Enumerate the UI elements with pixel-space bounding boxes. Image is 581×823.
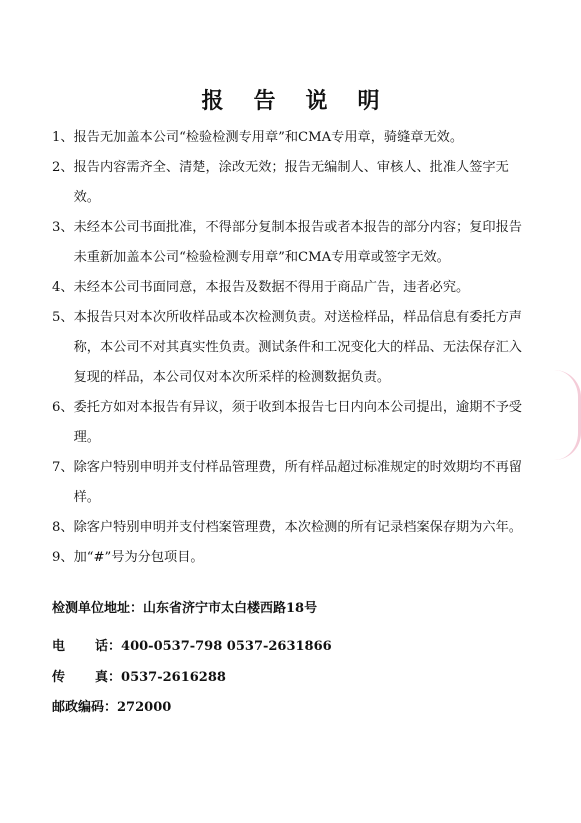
list-item [52, 123, 532, 153]
notes-list [52, 123, 532, 573]
zip-value: 272000 [117, 700, 172, 715]
list-item [52, 213, 532, 273]
item-number: 9、 [52, 550, 74, 565]
address-value: 山东省济宁市太白楼西路18号 [143, 601, 318, 616]
list-item [52, 303, 532, 393]
item-number: 5、 [52, 310, 74, 325]
item-text: 除客户特别申明并支付档案管理费，本次检测的所有记录档案保存期为六年。 [73, 520, 522, 535]
seal-stamp-edge [554, 370, 581, 460]
item-text: 报告内容需齐全、清楚，涂改无效；报告无编制人、审核人、批准人签字无效。 [73, 160, 509, 205]
fax-value: 0537-2616288 [121, 670, 226, 685]
item-number: 4、 [52, 280, 74, 295]
fax-line [52, 666, 532, 685]
item-text: 加“#”号为分包项目。 [73, 550, 204, 565]
phone-line [52, 635, 532, 654]
phone-label-b: 话： [95, 639, 122, 654]
item-text: 本报告只对本次所收样品或本次检测负责。对送检样品，样品信息有委托方声称，本公司不对其真实性负责。测试条件和工况变化大的样品、无法保存汇入复现的样品，本公司仅对本次所采样的检测数据负责。 [73, 310, 522, 385]
zip-line [52, 696, 532, 715]
item-number: 8、 [52, 520, 74, 535]
fax-label-a: 传 [52, 670, 66, 685]
page-title: 报告说明 [201, 88, 410, 114]
item-number: 6、 [52, 400, 74, 415]
item-text: 除客户特别申明并支付样品管理费，所有样品超过标准规定的时效期均不再留样。 [73, 460, 522, 505]
item-number: 2、 [52, 160, 74, 175]
list-item [52, 513, 532, 543]
phone-value: 400-0537-798 0537-2631866 [121, 639, 332, 654]
item-number: 7、 [52, 460, 74, 475]
address-line [52, 597, 532, 616]
item-text: 未经本公司书面批准，不得部分复制本报告或者本报告的部分内容；复印报告未重新加盖本公司“检验检测专用章”和CMA专用章或签字无效。 [73, 220, 522, 265]
item-number: 1、 [52, 130, 74, 145]
list-item [52, 393, 532, 453]
item-text: 未经本公司书面同意，本报告及数据不得用于商品广告，违者必究。 [73, 280, 470, 295]
address-label: 检测单位地址： [52, 601, 144, 616]
phone-label-a: 电 [52, 639, 66, 654]
item-number: 3、 [52, 220, 74, 235]
item-text: 委托方如对本报告有异议，须于收到本报告七日内向本公司提出，逾期不予受理。 [73, 400, 522, 445]
list-item [52, 453, 532, 513]
list-item [52, 273, 532, 303]
zip-label: 邮政编码： [52, 700, 118, 715]
item-text: 报告无加盖本公司“检验检测专用章”和CMA专用章，骑缝章无效。 [73, 130, 464, 145]
list-item [52, 543, 532, 573]
list-item [52, 153, 532, 213]
fax-label-b: 真： [95, 670, 122, 685]
